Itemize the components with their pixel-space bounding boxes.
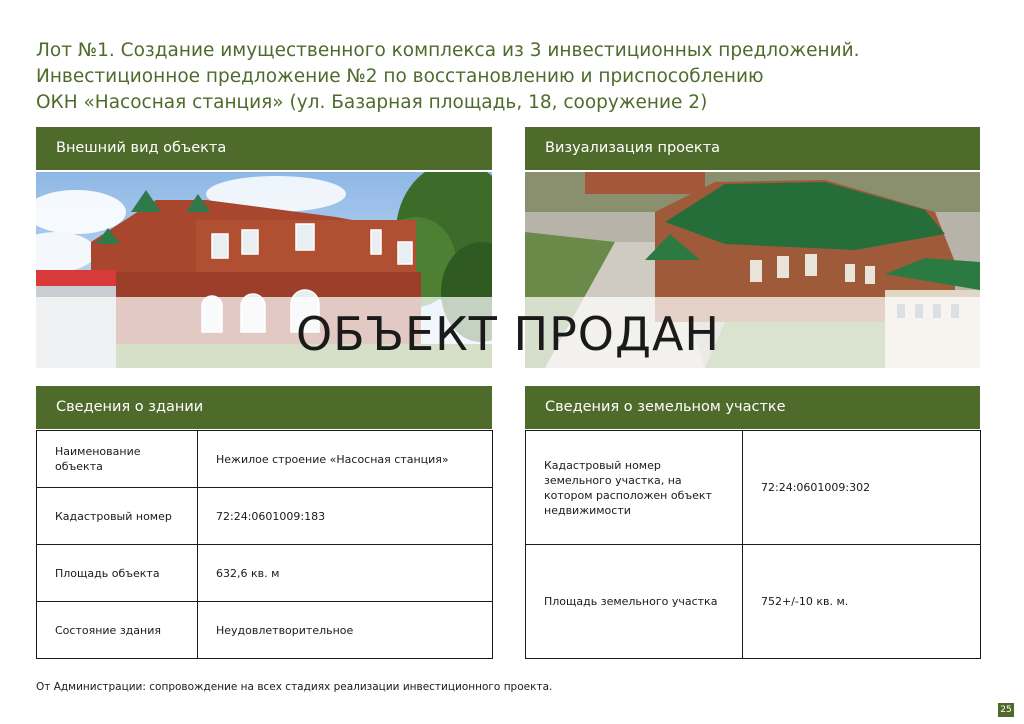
- land-row-value: 752+/-10 кв. м.: [743, 545, 981, 659]
- table-row: [37, 431, 493, 488]
- table-row: [37, 602, 493, 659]
- land-row-value: 72:24:0601009:302: [743, 431, 981, 545]
- exterior-view-header: Внешний вид объекта: [36, 127, 492, 170]
- building-row-value: 632,6 кв. м: [198, 545, 493, 602]
- table-row: [526, 545, 981, 659]
- building-row-value: Нежилое строение «Насосная станция»: [198, 431, 493, 488]
- title-line-3: ОКН «Насосная станция» (ул. Базарная площадь, 18, сооружение 2): [36, 92, 708, 113]
- building-row-label: Площадь объекта: [37, 545, 198, 602]
- title-line-2: Инвестиционное предложение №2 по восстановлению и приспособлению: [36, 66, 764, 87]
- building-info-header: Сведения о здании: [36, 386, 492, 429]
- table-row: [37, 488, 493, 545]
- land-info-table: [525, 430, 981, 659]
- land-row-label: Кадастровый номер земельного участка, на котором расположен объект недвижимости: [526, 431, 743, 545]
- page-number: 25: [998, 703, 1014, 717]
- table-row: [526, 431, 981, 545]
- building-row-label: Состояние здания: [37, 602, 198, 659]
- building-row-value: 72:24:0601009:183: [198, 488, 493, 545]
- sold-overlay-text: ОБЪЕКТ ПРОДАН: [295, 307, 721, 361]
- building-row-value: Неудовлетворительное: [198, 602, 493, 659]
- building-row-label: Наименование объекта: [37, 431, 198, 488]
- page-title: [36, 38, 996, 116]
- building-info-table: [36, 430, 493, 659]
- table-row: [37, 545, 493, 602]
- title-line-1: Лот №1. Создание имущественного комплекса из 3 инвестиционных предложений.: [36, 40, 860, 61]
- footer-note: От Администрации: сопровождение на всех стадиях реализации инвестиционного проекта.: [36, 681, 553, 693]
- land-info-header: Сведения о земельном участке: [525, 386, 980, 429]
- visualization-header: Визуализация проекта: [525, 127, 980, 170]
- land-row-label: Площадь земельного участка: [526, 545, 743, 659]
- building-row-label: Кадастровый номер: [37, 488, 198, 545]
